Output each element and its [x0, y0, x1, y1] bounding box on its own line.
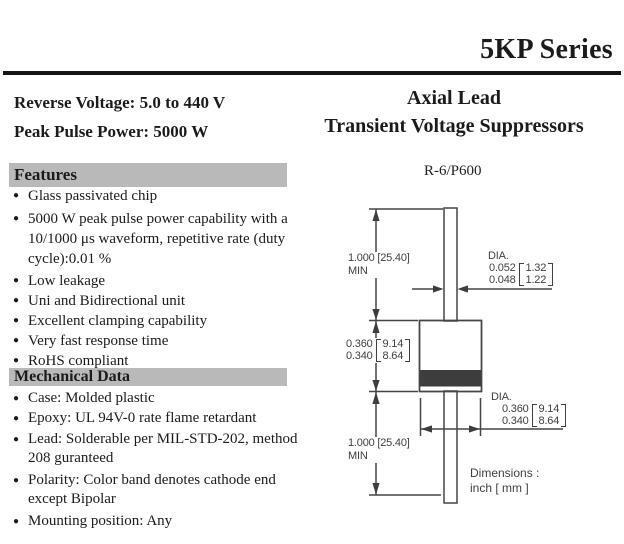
list-item: ● Case: Molded plastic	[13, 389, 298, 409]
list-item: ● Very fast response time	[13, 332, 169, 349]
bullet-icon: ●	[13, 334, 20, 346]
bullet-icon: ●	[13, 314, 20, 326]
bullet-icon: ●	[13, 213, 20, 224]
body-diameter-label: DIA. 0.360 0.340 9.14 8.64	[489, 391, 568, 427]
bullet-icon: ●	[13, 393, 20, 404]
list-item: ● Lead: Solderable per MIL-STD-202, method 208 guranteed	[13, 430, 298, 469]
features-section-header	[9, 163, 287, 187]
mechanical-heading: Mechanical Data	[14, 368, 130, 385]
bracket-close	[405, 339, 410, 362]
list-item: ● Low leakage	[13, 272, 106, 289]
list-item: ● Uni and Bidirectional unit	[13, 292, 186, 309]
bullet-icon: ●	[13, 412, 20, 424]
product-title	[288, 84, 620, 140]
diode-top-lead	[444, 208, 457, 321]
mechanical-section-header	[9, 368, 287, 386]
list-item: ● Mounting position: Any	[13, 512, 298, 532]
bullet-icon: ●	[13, 433, 20, 445]
bullet-icon: ●	[13, 354, 20, 366]
list-item: ● 5000 W peak pulse power capability with a 10/1000 μs waveform, repetitive rate (duty cycle):0.01 %	[13, 211, 288, 267]
bracket-open	[376, 339, 381, 362]
bracket-open	[519, 263, 524, 286]
reverse-voltage-spec: Reverse Voltage: 5.0 to 440 V	[14, 93, 226, 112]
cathode-band	[420, 370, 482, 387]
product-title-line1: Axial Lead	[407, 87, 501, 109]
bracket-open	[532, 404, 537, 427]
bracket-close	[548, 263, 553, 286]
package-name-label: R-6/P600	[424, 163, 482, 179]
diode-bottom-lead	[444, 391, 457, 503]
page-title: 5KP Series	[480, 34, 613, 65]
list-item: ● Epoxy: UL 94V-0 rate flame retardant	[13, 409, 298, 429]
dimensions-note: Dimensions : inch [ mm ]	[470, 466, 540, 495]
features-heading: Features	[14, 165, 77, 184]
list-item: ● Glass passivated chip	[13, 188, 158, 204]
top-lead-length-label: 1.000 [25.40] MIN	[348, 252, 410, 277]
list-item: ● Excellent clamping capability	[13, 312, 208, 329]
bullet-icon: ●	[13, 515, 20, 527]
body-height-label: 0.360 0.340 9.14 8.64	[344, 338, 412, 363]
bullet-icon: ●	[13, 294, 20, 306]
bullet-icon: ●	[13, 474, 20, 486]
key-specs	[14, 88, 225, 146]
bullet-icon: ●	[13, 190, 20, 201]
product-title-line2: Transient Voltage Suppressors	[324, 115, 584, 137]
bracket-close	[561, 404, 566, 427]
list-item: ● Polarity: Color band denotes cathode end except Bipolar	[13, 471, 298, 510]
header-divider	[3, 71, 621, 75]
features-list	[13, 186, 288, 371]
lead-diameter-label: DIA. 0.052 0.048 1.32 1.22	[486, 250, 555, 286]
bullet-icon: ●	[13, 274, 20, 286]
list-item: ● RoHS compliant	[13, 352, 129, 369]
peak-pulse-power-spec: Peak Pulse Power: 5000 W	[14, 122, 209, 141]
mechanical-list	[13, 389, 298, 531]
bottom-lead-length-label: 1.000 [25.40] MIN	[348, 437, 410, 462]
